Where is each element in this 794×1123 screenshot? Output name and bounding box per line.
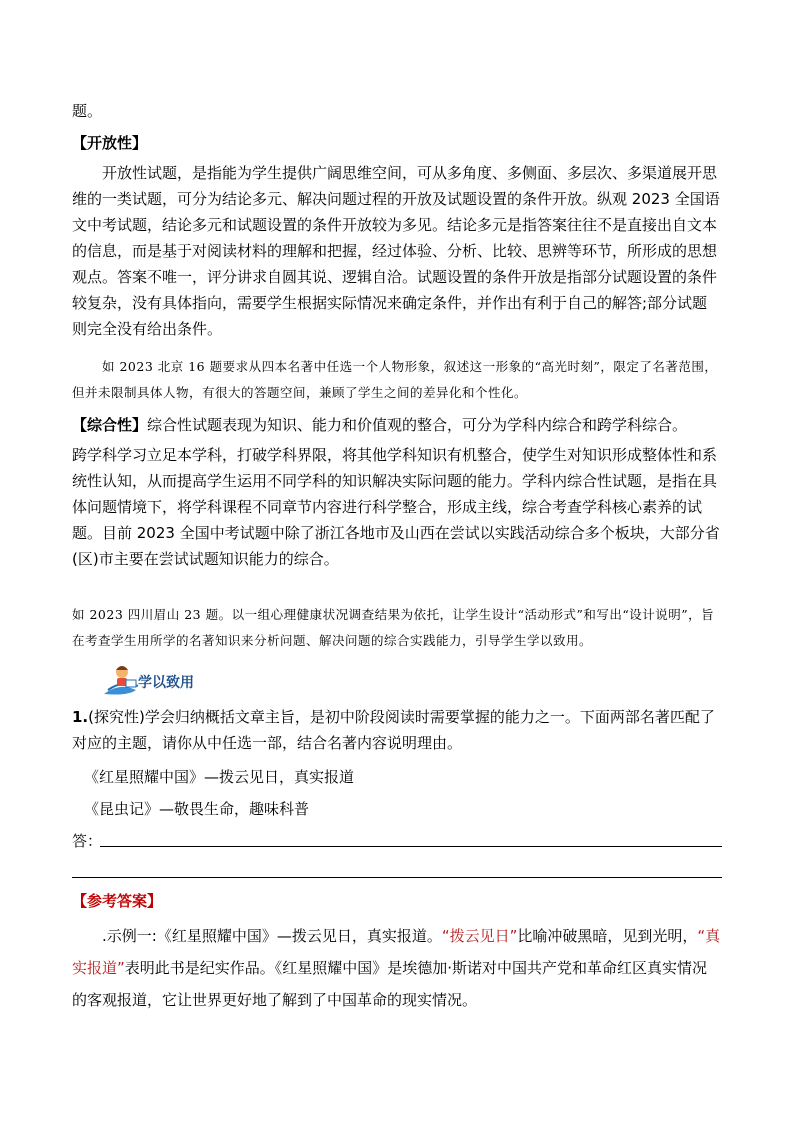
answer-label: 答： bbox=[72, 832, 103, 850]
question-tag: (探究性) bbox=[88, 708, 145, 726]
comprehensive-intro: 综合性试题表现为知识、能力和价值观的整合，可分为学科内综合和跨学科综合。 bbox=[147, 416, 688, 434]
comprehensive-example: 如 2023 四川眉山 23 题。以一组心理健康状况调查结果为依托，让学生设计“活动形式”和写出“设计说明”，旨在考查学生用所学的名著知识来分析问题、解决问题的综合实践能力，引导学生学以致用。 bbox=[72, 607, 715, 648]
comprehensive-section-heading: 【综合性】 bbox=[72, 416, 148, 434]
continued-fragment: 题。 bbox=[72, 102, 103, 120]
question-body: 学会归纳概括文章主旨，是初中阶段阅读时需要掌握的能力之一。下面两部名著匹配了对应的主题，请你从中任选一部，结合名著内容说明理由。 bbox=[72, 708, 715, 752]
open-example: 如 2023 北京 16 题要求从四本名著中任选一个人物形象，叙述这一形象的“高光时刻”，限定了名著范围，但并未限制具体人物，有很大的答题空间，兼顾了学生之间的差异化和个性化。 bbox=[72, 359, 718, 400]
reference-segment-1: .示例一:《红星照耀中国》—拨云见日，真实报道。 bbox=[102, 927, 442, 945]
question-number: 1. bbox=[72, 708, 89, 726]
question-text bbox=[72, 704, 722, 756]
open-section-heading: 【开放性】 bbox=[72, 134, 148, 152]
option-red-star: 《红星照耀中国》—拨云见日，真实报道 bbox=[84, 768, 355, 786]
reference-segment-2: 比喻冲破黑暗，见到光明， bbox=[517, 927, 698, 945]
reference-quote-2: “真实报道” bbox=[72, 927, 721, 977]
reference-segment-3: 表明此书是纪实作品。《红星照耀中国》是埃德加·斯诺对中国共产党和革命红区真实情况的客观报道，它让世界更好地了解到了中国革命的现实情况。 bbox=[72, 959, 708, 1009]
answer-line-2[interactable] bbox=[72, 877, 722, 878]
section-logo bbox=[100, 660, 220, 700]
reference-answer bbox=[72, 920, 722, 1016]
open-paragraph: 开放性试题，是指能为学生提供广阔思维空间，可从多角度、多侧面、多层次、多渠道展开思维的一类试题，可分为结论多元、解决问题过程的开放及试题设置的条件开放。纵观 2023 全国语文中考试题，结论多元和试题设置的条件开放较为多见。结论多元是指答案往往不是直接出自文本的信息，而是基于对阅读材料的理解和把握，经过体验、分析、比较、思辨等环节，所形成的思想观点。答案不唯一，评分讲求自圆其说、逻辑自洽。试题设置的条件开放是指部分试题设置的条件较复杂，没有具体指向，需要学生根据实际情况来确定条件，并作出有利于自己的解答;部分试题则完全没有给出条件。 bbox=[72, 164, 720, 338]
reference-quote-1: “拨云见日” bbox=[441, 927, 518, 945]
section-logo-label: 学以致用 bbox=[138, 675, 194, 691]
reference-heading: 【参考答案】 bbox=[72, 892, 163, 910]
answer-line-1[interactable] bbox=[100, 846, 722, 847]
comprehensive-paragraph: 跨学科学习立足本学科，打破学科界限，将其他学科知识有机整合，使学生对知识形成整体性和系统性认知，从而提高学生运用不同学科的知识解决实际问题的能力。学科内综合性试题，是指在具体问题情境下，将学科课程不同章节内容进行科学整合，形成主线，综合考查学科核心素养的试题。目前 2023 全国中考试题中除了浙江各地市及山西在尝试以实践活动综合多个板块，大部分省(区)市主要在尝试试题知识能力的综合。 bbox=[72, 446, 720, 568]
comprehensive-heading-line bbox=[72, 412, 722, 438]
option-insects: 《昆虫记》—敬畏生命，趣味科普 bbox=[84, 800, 310, 818]
